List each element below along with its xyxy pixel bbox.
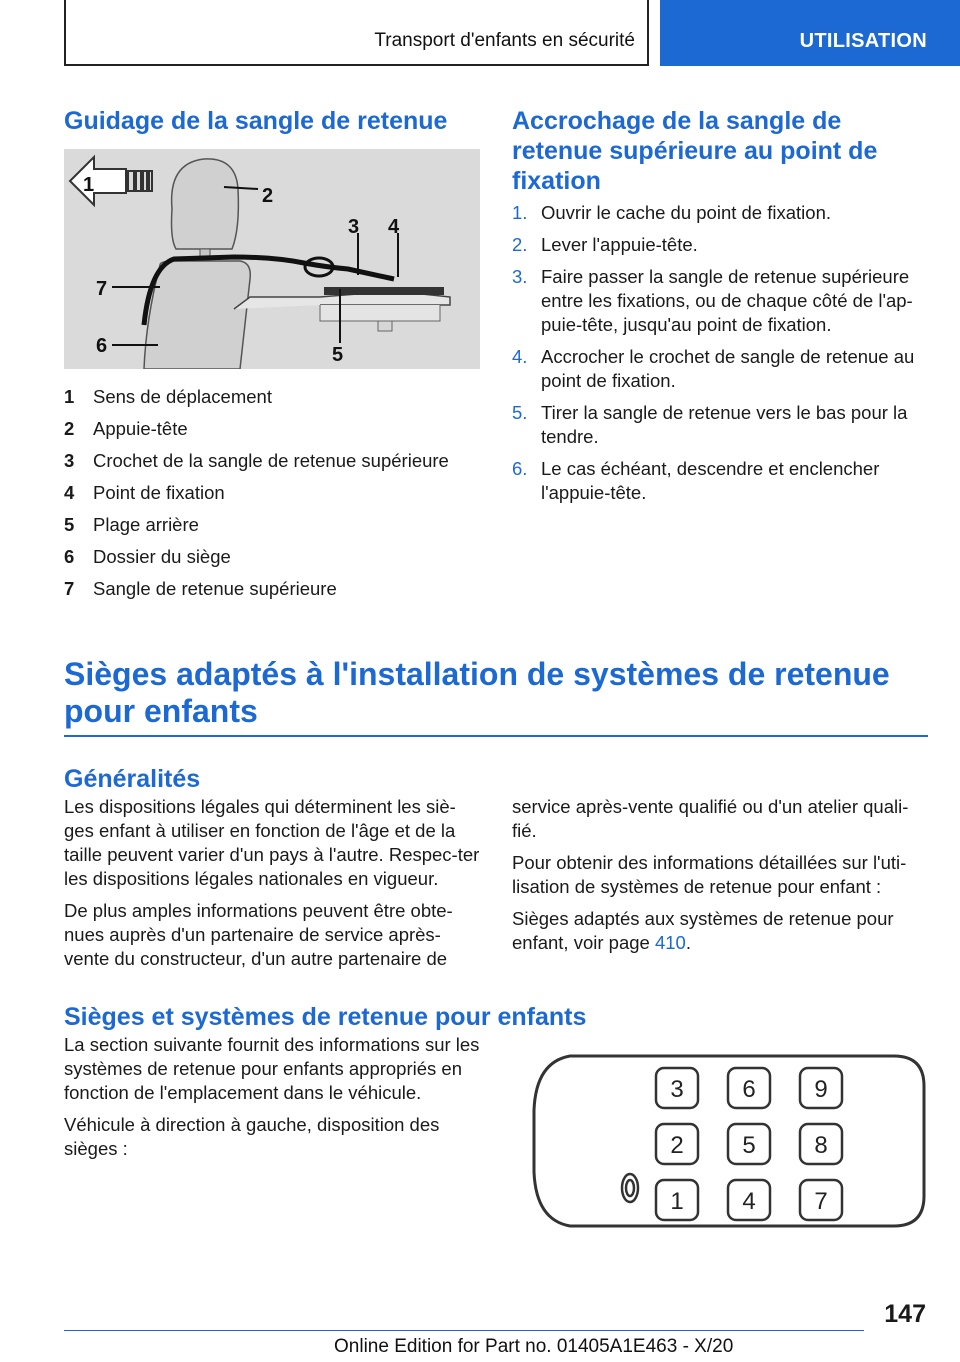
step-item: 2. Lever l'appuie-tête. [512, 234, 698, 255]
sieges-title: Sièges adaptés à l'installation de systèmes de retenue pour enfants [64, 656, 890, 729]
generalites-paragraph: Sièges adaptés aux systèmes de retenue pour enfant, voir page 410. [512, 908, 894, 953]
seat-label: 2 [670, 1132, 684, 1159]
direction-arrow-icon [70, 157, 126, 205]
generalites-right-column [512, 795, 932, 963]
figure-label-5: 5 [332, 344, 344, 366]
seat-label: 4 [742, 1188, 756, 1215]
seat-label: 7 [814, 1188, 828, 1215]
seat-back-shape [144, 261, 250, 369]
page-link[interactable]: 410 [654, 932, 686, 953]
seat-label: 3 [670, 1076, 684, 1103]
legend-item: 6 Dossier du siège [64, 546, 231, 567]
generalites-paragraph: Les dispositions légales qui déterminent les siè-ges enfant à utiliser en fonction de l'âge et de la taille peuvent varier d'un pays à l'autre. Respec-ter les dispositions légales nationales en vigueur. [64, 796, 480, 889]
figure-label-7: 7 [96, 278, 108, 300]
shelf-lower-shape [320, 305, 440, 321]
seat-label: 5 [742, 1132, 756, 1159]
legend-item: 4 Point de fixation [64, 482, 225, 503]
footer-edition: Online Edition for Part no. 01405A1E463 - X/20 [334, 1336, 734, 1357]
systemes-column [64, 1033, 484, 1169]
seat-label: 8 [814, 1132, 828, 1159]
seat-layout-illustration [530, 1052, 930, 1230]
legend-item: 3 Crochet de la sangle de retenue supérieure [64, 450, 449, 471]
arrow-tail-bars-icon [128, 171, 152, 191]
guidage-title: Guidage de la sangle de retenue [64, 107, 448, 135]
seat-label: 9 [814, 1076, 828, 1103]
header-chapter: Transport d'enfants en sécurité [374, 30, 635, 51]
header-section: UTILISATION [799, 30, 927, 52]
headrest-shape [172, 159, 239, 249]
strap-routing-illustration [64, 149, 480, 369]
strap-routing-figure [64, 149, 480, 369]
legend-item: 2 Appuie-tête [64, 418, 188, 439]
figure-label-4: 4 [388, 216, 400, 238]
accrochage-title: Accrochage de la sangle de retenue supérieure au point de fixation [512, 107, 878, 195]
header-chapter-box [64, 0, 649, 66]
step-item: 4. Accrocher le crochet de sangle de retenue au point de fixation. [512, 346, 915, 391]
anchor-bracket-shape [324, 287, 444, 295]
accrochage-steps [512, 201, 932, 513]
legend-item: 1 Sens de déplacement [64, 386, 272, 407]
page-number: 147 [884, 1300, 926, 1328]
step-item: 5. Tirer la sangle de retenue vers le bas pour la tendre. [512, 402, 908, 447]
seat-label: 1 [670, 1188, 684, 1215]
generalites-title: Généralités [64, 765, 201, 793]
section-rule [64, 735, 928, 737]
seat-layout-figure [530, 1052, 930, 1230]
step-item: 1. Ouvrir le cache du point de fixation. [512, 202, 831, 223]
figure-label-3: 3 [348, 216, 360, 238]
generalites-paragraph: service après-vente qualifié ou d'un atelier quali-fié. [512, 796, 909, 841]
figure-label-1: 1 [83, 174, 95, 196]
step-item: 3. Faire passer la sangle de retenue supérieure entre les fixations, ou de chaque côté de l'ap-puie-tête, jusqu'au point de fixation. [512, 266, 913, 335]
generalites-paragraph: De plus amples informations peuvent être obte-nues auprès d'un partenaire de service après-vente du constructeur, d'un autre partenaire de [64, 900, 453, 969]
step-item: 6. Le cas échéant, descendre et enclencher l'appuie-tête. [512, 458, 880, 503]
legend-item: 7 Sangle de retenue supérieure [64, 578, 337, 599]
generalites-paragraph: Pour obtenir des informations détaillées sur l'uti-lisation de systèmes de retenue pour enfant : [512, 852, 907, 897]
figure-label-2: 2 [262, 185, 274, 207]
generalites-left-column [64, 795, 484, 979]
footer-rule [64, 1330, 864, 1331]
figure-label-6: 6 [96, 335, 108, 357]
systemes-paragraph: Véhicule à direction à gauche, disposition des sièges : [64, 1114, 440, 1159]
systemes-title: Sièges et systèmes de retenue pour enfants [64, 1003, 587, 1031]
figure-legend [64, 381, 484, 605]
systemes-paragraph: La section suivante fournit des informations sur les systèmes de retenue pour enfants appropriés en fonction de l'emplacement dans le véhicule. [64, 1034, 480, 1103]
header-section-tab[interactable] [660, 0, 960, 66]
legend-item: 5 Plage arrière [64, 514, 199, 535]
seat-label: 6 [742, 1076, 756, 1103]
